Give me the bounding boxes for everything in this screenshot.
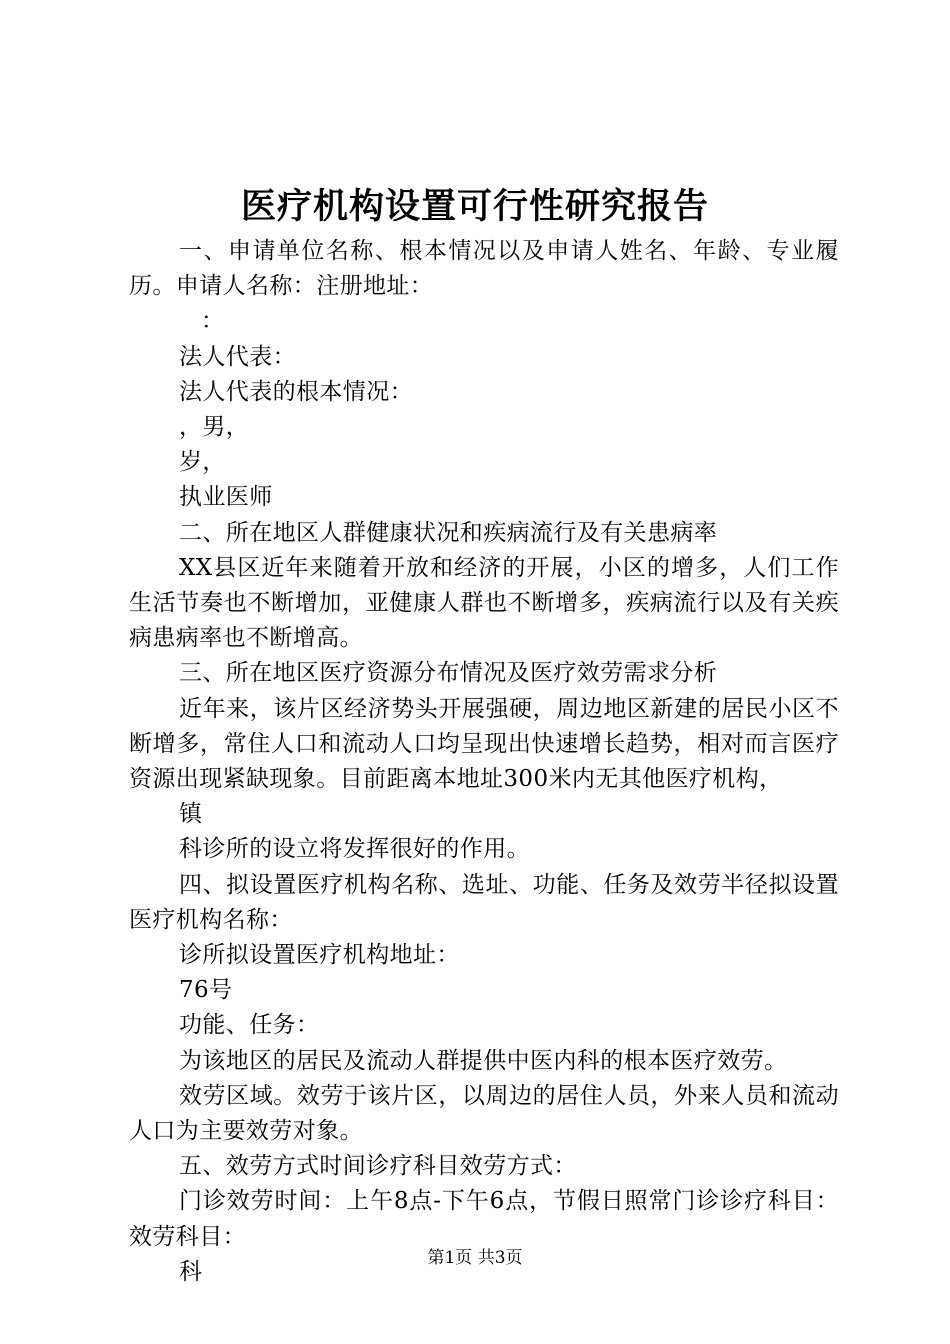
paragraph: 执业医师 bbox=[179, 484, 273, 511]
paragraph: XX县区近年来随着开放和经济的开展，小区的增多，人们工作生活节奏也不断增加，亚健康人群也不断增多，疾病流行以及有关疾病患病率也不断增高。 bbox=[129, 554, 839, 652]
paragraph: 二、所在地区人群健康状况和疾病流行及有关患病率 bbox=[179, 519, 718, 546]
paragraph: 功能、任务： bbox=[179, 1012, 320, 1039]
paragraph: 为该地区的居民及流动人群提供中医内科的根本医疗效劳。 bbox=[179, 1047, 788, 1074]
paragraph: 近年来，该片区经济势头开展强硬，周边地区新建的居民小区不断增多，常住人口和流动人口均呈现出快速增长趋势，相对而言医疗资源出现紧缺现象。目前距离本地址300米内无其他医疗机构， bbox=[129, 695, 839, 793]
paragraph: 效劳区域。效劳于该片区，以周边的居住人员，外来人员和流动人口为主要效劳对象。 bbox=[129, 1082, 839, 1145]
paragraph: 镇 bbox=[179, 801, 203, 828]
paragraph: 科诊所的设立将发挥很好的作用。 bbox=[179, 836, 530, 863]
page-footer: 第1页 共3页 bbox=[427, 1248, 523, 1268]
paragraph: 76号 bbox=[179, 977, 233, 1004]
paragraph: 一、申请单位名称、根本情况以及申请人姓名、年龄、专业履历。申请人名称：注册地址： bbox=[129, 238, 839, 300]
paragraph: 法人代表： bbox=[179, 343, 296, 370]
paragraph: ，男， bbox=[179, 414, 250, 441]
paragraph: ： bbox=[201, 308, 225, 335]
paragraph: 五、效劳方式时间诊疗科目效劳方式： bbox=[179, 1153, 577, 1180]
paragraph: 三、所在地区医疗资源分布情况及医疗效劳需求分析 bbox=[179, 660, 718, 687]
document-body bbox=[129, 234, 839, 1290]
paragraph: 法人代表的根本情况： bbox=[179, 378, 413, 405]
document-title: 医疗机构设置可行性研究报告 bbox=[240, 186, 709, 227]
paragraph: 门诊效劳时间：上午8点-下午6点，节假日照常门诊诊疗科目：效劳科目： bbox=[129, 1188, 839, 1250]
paragraph: 岁， bbox=[179, 449, 226, 476]
paragraph: 四、拟设置医疗机构名称、选址、功能、任务及效劳半径拟设置医疗机构名称： bbox=[129, 871, 839, 933]
paragraph: 诊所拟设置医疗机构地址： bbox=[179, 942, 460, 969]
paragraph: 科 bbox=[179, 1258, 203, 1285]
